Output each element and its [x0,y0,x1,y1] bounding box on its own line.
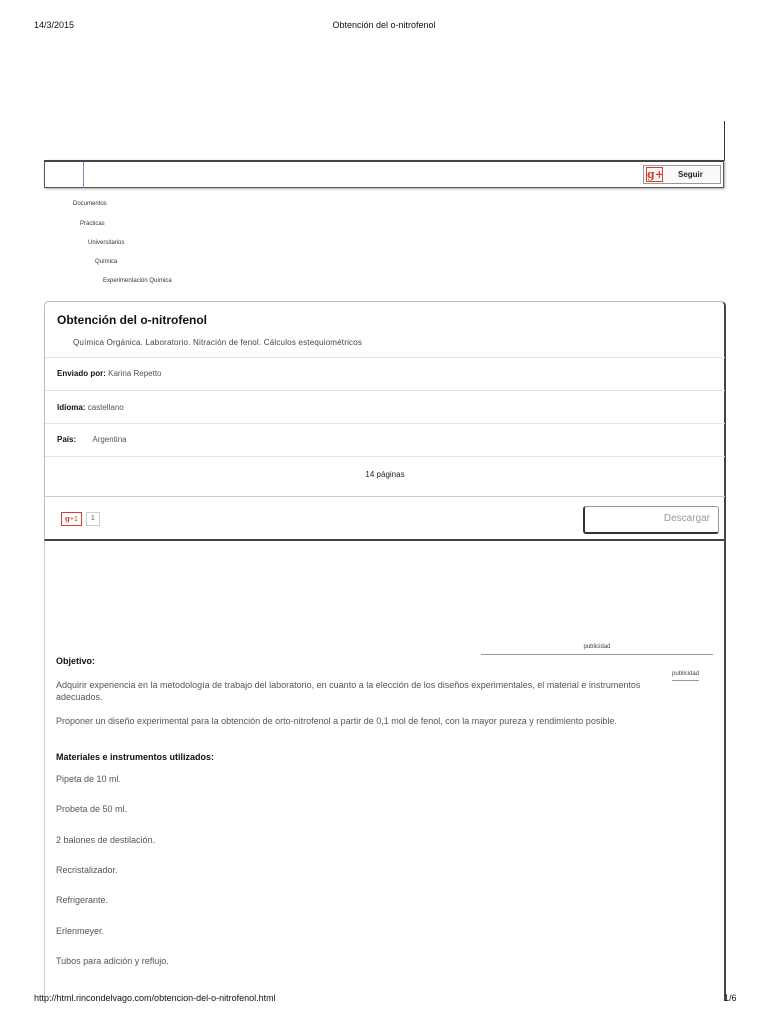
download-button[interactable]: Descargar [583,506,719,534]
row-divider [45,456,725,457]
print-date: 14/3/2015 [34,20,75,30]
nav-divider [83,162,84,188]
follow-button[interactable] [643,165,721,184]
row-divider [45,423,725,424]
content-frame [44,541,726,1001]
document-subtitle: Química Orgánica. Laboratorio. Nitración de fenol. Cálculos estequiométricos [73,338,363,347]
materials-item: Erlenmeyer. [56,926,105,936]
print-title: Obtención del o-nitrofenol [332,20,436,30]
materials-heading: Materiales e instrumentos utilizados: [56,752,215,762]
row-divider [45,390,725,391]
materials-item: Recristalizador. [56,865,118,875]
ad-label: publicidad [672,671,699,681]
document-title: Obtención del o-nitrofenol [57,313,207,327]
language-row [57,403,124,412]
nav-bar [44,160,724,188]
breadcrumb-universitarios[interactable]: Universitarios [88,240,125,246]
plus-one-button[interactable]: g+1 [61,512,82,526]
materials-item: Probeta de 50 ml. [56,804,128,814]
country-value: Argentina [92,435,127,444]
breadcrumb-quimica[interactable]: Química [95,259,118,265]
document-card [44,301,726,541]
plus-one-label: +1 [69,516,78,523]
google-plus-icon: g+ [647,168,664,181]
country-row [57,435,127,444]
objective-paragraph: Proponer un diseño experimental para la obtención de orto-nitrofenol a partir de 0,1 mol de fenol, con la mayor pureza y rendimiento posible. [56,716,617,726]
sent-by-row [57,369,162,378]
country-label: País: [57,435,77,444]
ad-label: publicidad [481,644,713,655]
objective-heading: Objetivo: [56,656,96,666]
materials-item: 2 balones de destilación. [56,835,156,845]
breadcrumb-experimentacion-quimica[interactable]: Experimentación Química [103,278,172,284]
materials-item: Refrigerante. [56,895,109,905]
sent-by-value: Karina Repetto [108,369,162,378]
materials-item: Pipeta de 10 ml. [56,774,122,784]
plus-one-count: 1 [86,512,100,526]
breadcrumb-documentos[interactable]: Documentos [73,201,107,207]
print-url: http://html.rincondelvago.com/obtencion-del-o-nitrofenol.html [34,993,276,1003]
row-divider [45,357,725,358]
print-page-number: 1/6 [724,993,737,1003]
page-count: 14 páginas [365,470,405,479]
language-label: Idioma: [57,403,86,412]
breadcrumb-practicas[interactable]: Prácticas [80,221,105,227]
materials-item: Tubos para adición y reflujo. [56,956,169,966]
nav-top-line [724,121,725,161]
plus-one-widget [61,512,100,526]
language-value: castellano [87,403,124,412]
row-divider [45,496,725,497]
follow-label: Seguir [678,170,703,179]
objective-paragraph: Adquirir experiencia en la metodología de trabajo del laboratorio, en cuanto a la elección de los diseños experimentales, el material e instrumentos adecuados. [56,680,641,702]
sent-by-label: Enviado por: [57,369,106,378]
